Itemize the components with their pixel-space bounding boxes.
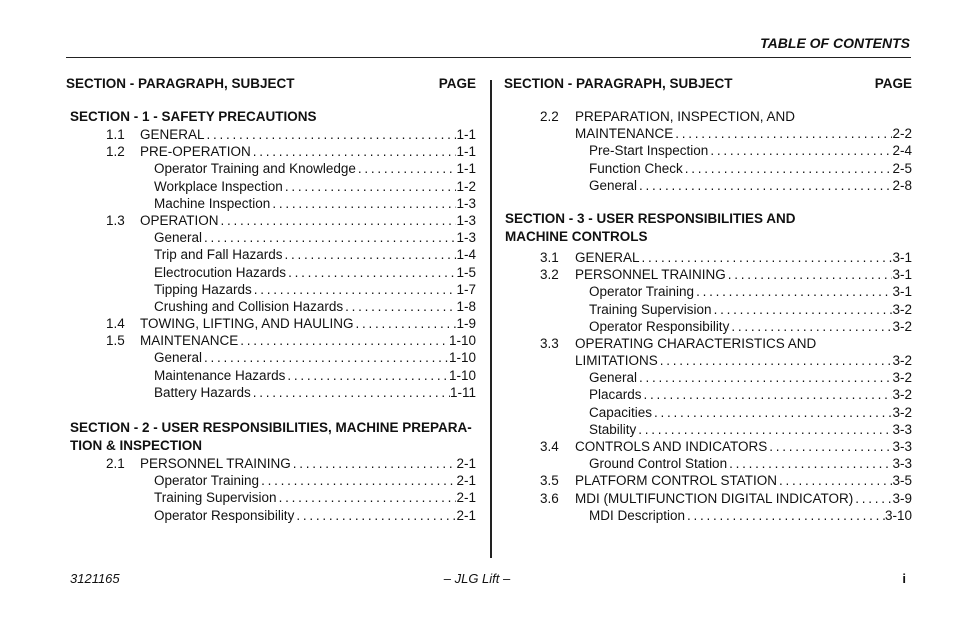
toc-entry[interactable] <box>504 490 912 507</box>
leader-dots <box>294 507 456 524</box>
toc-entry[interactable] <box>504 160 912 177</box>
leader-dots <box>219 212 457 229</box>
entry-label: Operator Training <box>589 284 695 300</box>
toc-entry[interactable] <box>66 264 476 281</box>
toc-entry[interactable] <box>504 283 912 300</box>
section-3-title <box>504 210 912 246</box>
footer-center: – JLG Lift – <box>443 571 511 586</box>
leader-dots <box>270 195 456 212</box>
entry-label: Capacities <box>589 404 653 420</box>
entry-number: 3.6 <box>540 490 559 506</box>
entry-page: 1-8 <box>456 298 476 314</box>
leader-dots <box>729 318 892 335</box>
toc-entry[interactable] <box>66 332 476 349</box>
leader-dots <box>853 490 892 507</box>
entry-label: Machine Inspection <box>154 195 271 211</box>
entry-page: 3-3 <box>892 421 912 437</box>
toc-entry[interactable] <box>504 318 912 335</box>
entry-page: 2-5 <box>892 160 912 176</box>
entry-label: Ground Control Station <box>589 456 728 472</box>
entry-page: 3-2 <box>892 318 912 334</box>
leader-dots <box>777 472 892 489</box>
leader-dots <box>283 246 457 263</box>
toc-entry[interactable] <box>66 349 476 366</box>
entry-label: Operator Responsibility <box>154 507 295 523</box>
toc-entry[interactable] <box>66 212 476 229</box>
toc-entry[interactable] <box>66 178 476 195</box>
toc-entry[interactable] <box>66 229 476 246</box>
toc-entry[interactable] <box>66 315 476 332</box>
leader-dots <box>343 298 456 315</box>
entry-page: 3-3 <box>892 456 912 472</box>
entry-label: Operator Training and Knowledge <box>154 161 356 177</box>
entry-page: 3-2 <box>892 387 912 403</box>
toc-entry[interactable] <box>66 195 476 212</box>
leader-dots <box>712 301 893 318</box>
entry-page: 3-9 <box>892 490 912 506</box>
leader-dots <box>694 283 892 300</box>
toc-entry[interactable] <box>504 301 912 318</box>
toc-entry[interactable] <box>66 160 476 177</box>
toc-entry[interactable] <box>504 249 912 266</box>
footer-page-number: i <box>902 571 906 586</box>
entry-label: Placards <box>589 387 642 403</box>
toc-right-column <box>504 76 912 524</box>
toc-entry[interactable] <box>66 281 476 298</box>
toc-entry[interactable] <box>504 404 912 421</box>
entry-page: 1-11 <box>449 384 476 400</box>
toc-entry[interactable] <box>504 335 912 352</box>
leader-dots <box>652 404 892 421</box>
section-1-title: SECTION - 1 - SAFETY PRECAUTIONS <box>70 109 317 124</box>
leader-dots <box>637 369 892 386</box>
entry-label: Function Check <box>589 160 683 176</box>
toc-entry[interactable] <box>66 384 476 401</box>
leader-dots <box>277 489 457 506</box>
entry-page: 2-4 <box>892 143 912 159</box>
toc-entry[interactable] <box>504 472 912 489</box>
section-3-entries-a <box>504 249 912 335</box>
entry-page: 1-10 <box>448 367 476 383</box>
column-header <box>504 76 912 93</box>
entry-number: 1.3 <box>106 212 125 228</box>
entry-label: Operator Training <box>154 473 260 489</box>
entry-number: 3.5 <box>540 473 559 489</box>
entry-label: PERSONNEL TRAINING <box>140 456 291 471</box>
leader-dots <box>637 177 892 194</box>
entry-page: 1-7 <box>456 281 476 297</box>
entry-number: 3.4 <box>540 439 559 454</box>
entry-label: Trip and Fall Hazards <box>154 247 283 263</box>
leader-dots <box>354 315 457 332</box>
entry-number: 1.1 <box>106 127 125 142</box>
entry-label: LIMITATIONS <box>575 353 658 369</box>
entry-number: 1.5 <box>106 333 125 349</box>
toc-entry[interactable] <box>504 266 912 283</box>
leader-dots <box>202 229 456 246</box>
leader-dots <box>283 178 457 195</box>
toc-entry[interactable] <box>66 489 476 506</box>
toc-entry[interactable] <box>66 246 476 263</box>
leader-dots <box>251 384 450 401</box>
section-2-cont-entries <box>504 142 912 194</box>
entry-page: 1-3 <box>456 195 476 211</box>
toc-entry[interactable] <box>66 455 476 472</box>
entry-page: 3-1 <box>892 284 912 300</box>
entry-label: Training Supervision <box>589 301 712 317</box>
section-3-entries-b <box>504 369 912 524</box>
entry-page: 1-2 <box>456 178 476 194</box>
toc-left-column <box>66 76 476 524</box>
entry-page: 1-1 <box>456 127 476 142</box>
header-rule <box>66 57 911 58</box>
entry-page: 2-1 <box>456 507 476 523</box>
entry-page: 3-2 <box>892 370 912 386</box>
subject-label: SECTION - PARAGRAPH, SUBJECT <box>66 76 295 91</box>
leader-dots <box>636 421 892 438</box>
entry-label: Maintenance Hazards <box>154 367 286 383</box>
entry-label: General <box>589 370 638 386</box>
leader-dots <box>356 160 457 177</box>
footer-doc-number: 3121165 <box>70 571 120 586</box>
leader-dots <box>202 349 449 366</box>
section-3-title-line2: MACHINE CONTROLS <box>505 228 648 244</box>
leader-dots <box>642 386 893 403</box>
entry-number: 3.1 <box>540 249 559 265</box>
toc-entry[interactable] <box>504 421 912 438</box>
entry-page: 3-2 <box>892 353 912 369</box>
entry-label: Crushing and Collision Hazards <box>154 298 344 314</box>
entry-label: Tipping Hazards <box>154 281 252 297</box>
page-label: PAGE <box>874 76 912 91</box>
entry-label: TOWING, LIFTING, AND HAULING <box>140 316 354 332</box>
entry-label: CONTROLS AND INDICATORS <box>575 439 768 454</box>
entry-page: 2-8 <box>892 177 912 193</box>
entry-page: 3-3 <box>892 439 912 454</box>
entry-label: General <box>154 230 203 246</box>
entry-page: 1-3 <box>456 212 476 228</box>
toc-entry[interactable] <box>66 472 476 489</box>
toc-entry[interactable] <box>504 507 912 524</box>
entry-page: 1-3 <box>456 230 476 246</box>
entry-page: 3-5 <box>892 473 912 489</box>
entry-label: OPERATION <box>140 212 219 228</box>
entry-page: 1-10 <box>448 350 476 366</box>
page-label: PAGE <box>438 76 476 91</box>
entry-page: 2-1 <box>456 490 476 506</box>
leader-dots <box>640 249 893 266</box>
entry-label: General <box>589 177 638 193</box>
section-2-title-line2: TION & INSPECTION <box>70 438 203 453</box>
leader-dots <box>205 126 457 143</box>
entry-label: PREPARATION, INSPECTION, AND <box>575 109 796 124</box>
entry-number: 1.2 <box>106 144 125 160</box>
toc-entry[interactable] <box>66 298 476 315</box>
leader-dots <box>685 507 885 524</box>
leader-dots <box>727 455 892 472</box>
entry-label: Training Supervision <box>154 490 277 506</box>
entry-number: 2.1 <box>106 456 125 471</box>
subject-label: SECTION - PARAGRAPH, SUBJECT <box>504 76 733 91</box>
toc-entry[interactable] <box>504 438 912 455</box>
toc-entry[interactable] <box>504 386 912 403</box>
page-header-title: TABLE OF CONTENTS <box>760 35 910 51</box>
toc-entry[interactable] <box>504 142 912 159</box>
entry-label: Operator Responsibility <box>589 318 730 334</box>
entry-page: 3-2 <box>892 301 912 317</box>
leader-dots <box>673 125 892 142</box>
entry-label: GENERAL <box>140 127 205 142</box>
leader-dots <box>683 160 893 177</box>
entry-page: 3-2 <box>892 404 912 420</box>
toc-entry[interactable] <box>66 367 476 384</box>
entry-page: 3-10 <box>884 507 912 523</box>
entry-label: MDI Description <box>589 507 686 523</box>
leader-dots <box>286 264 456 281</box>
toc-entry[interactable] <box>504 369 912 386</box>
toc-entry[interactable] <box>66 143 476 160</box>
section-2-title-line1: SECTION - 2 - USER RESPONSIBILITIES, MACHINE PREPARA- <box>70 420 472 435</box>
leader-dots <box>238 332 449 349</box>
leader-dots <box>251 143 457 160</box>
toc-entry[interactable] <box>504 352 912 369</box>
entry-page: 3-1 <box>892 267 912 283</box>
entry-page: 1-1 <box>456 161 476 177</box>
entry-number: 1.4 <box>106 316 125 332</box>
column-header <box>66 76 476 93</box>
entry-label: Battery Hazards <box>154 384 251 400</box>
entry-label: Stability <box>589 421 637 437</box>
entry-number: 3.3 <box>540 335 559 351</box>
entry-page: 1-4 <box>456 247 476 263</box>
entry-label: MAINTENANCE <box>575 126 674 142</box>
leader-dots <box>767 438 892 455</box>
entry-label: PERSONNEL TRAINING <box>575 267 726 283</box>
leader-dots <box>259 472 456 489</box>
leader-dots <box>708 142 892 159</box>
entry-label: MAINTENANCE <box>140 333 239 349</box>
entry-page: 2-2 <box>892 126 912 142</box>
leader-dots <box>285 367 449 384</box>
toc-entry[interactable] <box>66 126 476 143</box>
leader-dots <box>726 266 893 283</box>
entry-label: PLATFORM CONTROL STATION <box>575 473 778 489</box>
entry-label: GENERAL <box>575 249 640 265</box>
entry-label: MDI (MULTIFUNCTION DIGITAL INDICATOR) <box>575 490 854 506</box>
entry-label: General <box>154 350 203 366</box>
section-3-title-line1: SECTION - 3 - USER RESPONSIBILITIES AND <box>505 210 796 226</box>
entry-label: Workplace Inspection <box>154 178 283 194</box>
leader-dots <box>658 352 893 369</box>
entry-label: OPERATING CHARACTERISTICS AND <box>575 335 817 351</box>
entry-page: 2-1 <box>456 456 476 471</box>
toc-entry[interactable] <box>504 455 912 472</box>
entry-label: PRE-OPERATION <box>140 144 251 160</box>
leader-dots <box>291 455 457 472</box>
entry-page: 1-9 <box>456 316 476 332</box>
section-2-entries <box>66 455 476 524</box>
entry-number: 3.2 <box>540 267 559 283</box>
entry-page: 3-1 <box>892 249 912 265</box>
entry-number: 2.2 <box>540 109 559 124</box>
entry-page: 1-5 <box>456 264 476 280</box>
leader-dots <box>252 281 457 298</box>
entry-page: 2-1 <box>456 473 476 489</box>
entry-label: Pre-Start Inspection <box>589 143 709 159</box>
toc-entry[interactable] <box>504 177 912 194</box>
column-divider <box>490 80 492 558</box>
section-2-title <box>66 419 476 455</box>
section-1-entries <box>66 126 476 401</box>
toc-entry[interactable] <box>504 125 912 142</box>
toc-entry[interactable] <box>66 507 476 524</box>
toc-entry[interactable] <box>504 108 912 125</box>
entry-label: Electrocution Hazards <box>154 264 287 280</box>
entry-page: 1-10 <box>448 333 476 349</box>
entry-page: 1-1 <box>456 144 476 160</box>
